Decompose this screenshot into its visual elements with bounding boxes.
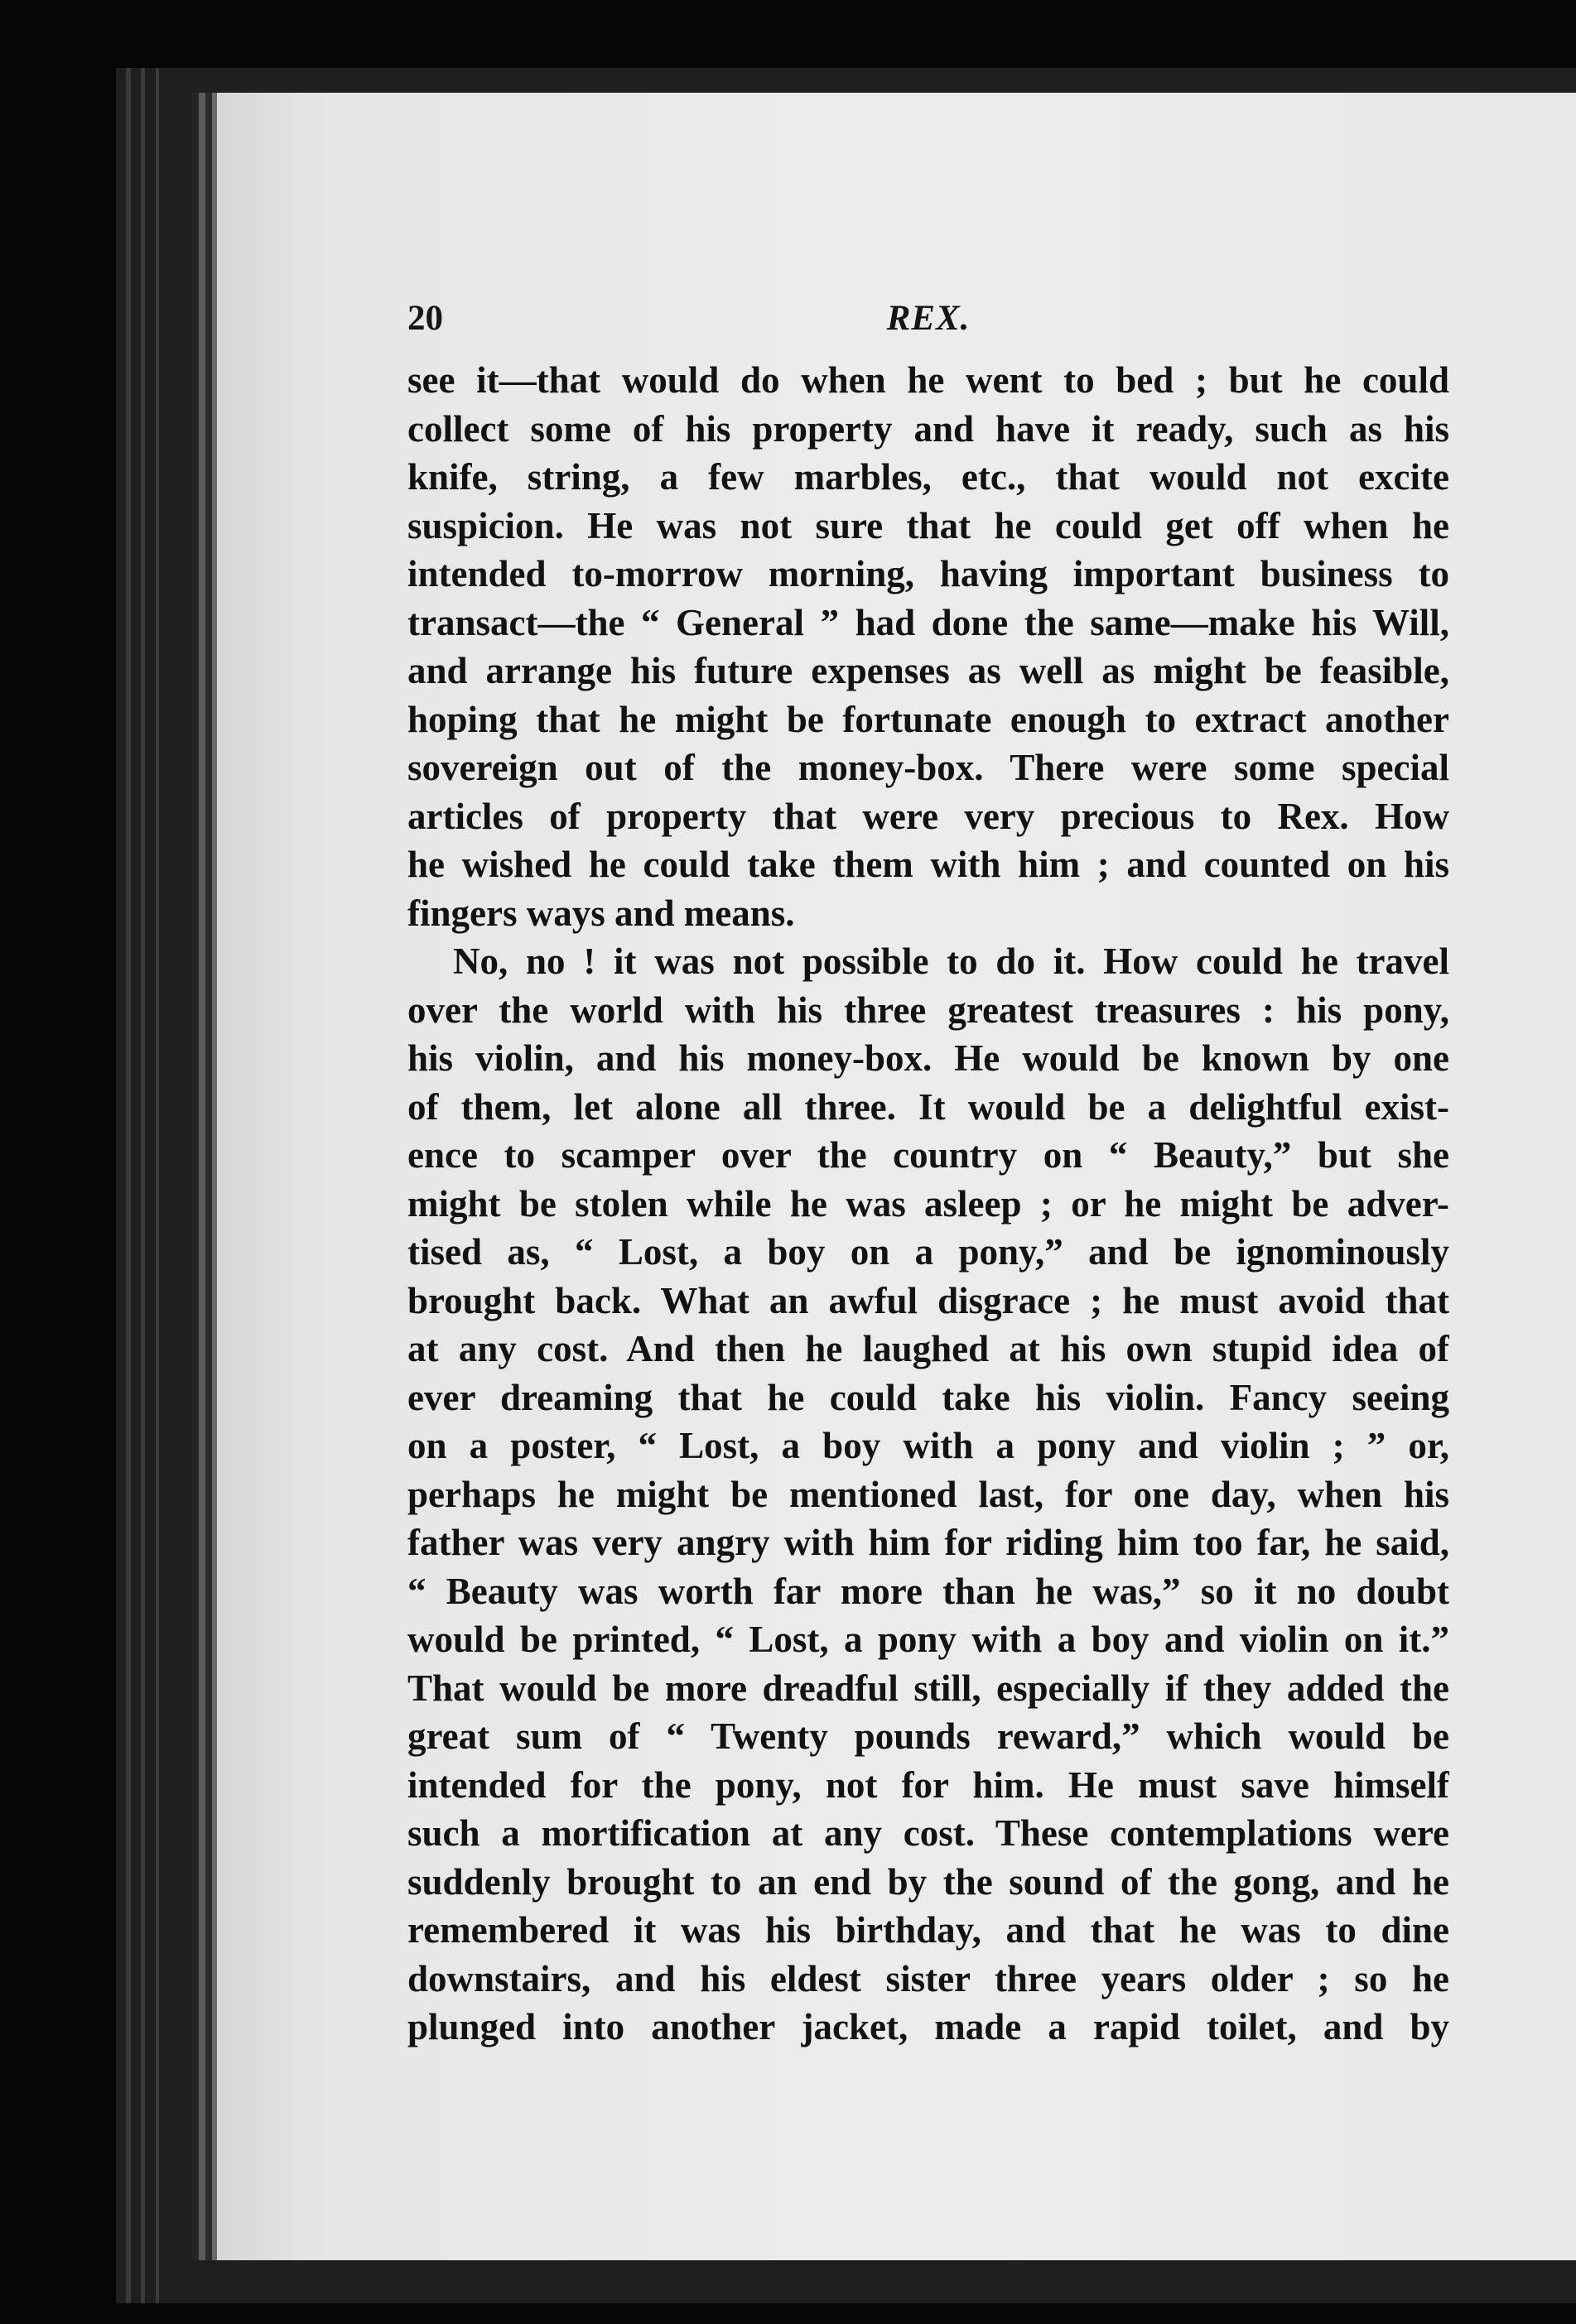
- page-edge: [141, 68, 145, 2303]
- text-line: No, no ! it was not possible to do it. How could he travel: [453, 941, 1449, 982]
- text-line: That would be more dreadful still, especially if they added the: [407, 1667, 1449, 1709]
- text-line: collect some of his property and have it ready, such as his: [407, 407, 1449, 450]
- book-page: [217, 93, 1576, 2260]
- text-line: ence to scamper over the country on “ Beauty,” but she: [407, 1134, 1449, 1176]
- text-line: tised as, “ Lost, a boy on a pony,” and be ignominously: [407, 1231, 1449, 1273]
- text-line: see it—that would do when he went to bed ; but he could: [407, 359, 1449, 401]
- page-edge: [126, 68, 131, 2303]
- text-line: brought back. What an awful disgrace ; he must avoid that: [407, 1279, 1449, 1321]
- text-line: he wished he could take them with him ; and counted on his: [407, 844, 1449, 885]
- text-line: great sum of “ Twenty pounds reward,” which would be: [407, 1715, 1449, 1757]
- page-content: [407, 298, 1449, 2052]
- text-line: hoping that he might be fortunate enough to extract another: [407, 698, 1449, 740]
- text-line: over the world with his three greatest treasures : his pony,: [407, 989, 1449, 1031]
- text-line: suspicion. He was not sure that he could get off when he: [407, 504, 1449, 546]
- page-number: 20: [407, 299, 443, 338]
- text-line: plunged into another jacket, made a rapid toilet, and by: [407, 2006, 1449, 2047]
- text-line: intended for the pony, not for him. He must save himself: [407, 1763, 1449, 1806]
- text-line: articles of property that were very precious to Rex. How: [407, 795, 1449, 837]
- text-line: fingers ways and means.: [407, 892, 795, 934]
- text-line: his violin, and his money-box. He would be known by one: [407, 1037, 1449, 1079]
- text-line: ever dreaming that he could take his violin. Fancy seeing: [407, 1376, 1449, 1418]
- text-line: suddenly brought to an end by the sound of the gong, and he: [407, 1860, 1449, 1903]
- text-line: sovereign out of the money-box. There were some special: [407, 747, 1449, 788]
- page-edge: [156, 68, 159, 2303]
- text-line: at any cost. And then he laughed at his own stupid idea of: [407, 1328, 1449, 1369]
- text-line: perhaps he might be mentioned last, for one day, when his: [407, 1473, 1449, 1515]
- text-line: remembered it was his birthday, and that he was to dine: [407, 1909, 1449, 1951]
- body-text: [407, 356, 1449, 2052]
- text-line: might be stolen while he was asleep ; or he might be adver-: [407, 1182, 1449, 1225]
- running-head: [407, 298, 1449, 356]
- text-line: would be printed, “ Lost, a pony with a boy and violin on it.”: [407, 1619, 1449, 1660]
- text-line: such a mortification at any cost. These contemplations were: [407, 1812, 1449, 1854]
- running-title: REX.: [886, 299, 971, 338]
- text-line: transact—the “ General ” had done the same—make his Will,: [407, 601, 1449, 643]
- text-line: “ Beauty was worth far more than he was,” so it no doubt: [407, 1570, 1449, 1612]
- text-line: intended to-morrow morning, having important business to: [407, 553, 1449, 594]
- text-line: of them, let alone all three. It would be a delightful exist-: [407, 1085, 1449, 1128]
- text-line: and arrange his future expenses as well as might be feasible,: [407, 650, 1449, 691]
- text-line: downstairs, and his eldest sister three years older ; so he: [407, 1957, 1449, 1999]
- text-line: on a poster, “ Lost, a boy with a pony and violin ; ” or,: [407, 1425, 1449, 1466]
- text-line: father was very angry with him for riding him too far, he said,: [407, 1522, 1449, 1563]
- text-line: knife, string, a few marbles, etc., that would not excite: [407, 456, 1449, 498]
